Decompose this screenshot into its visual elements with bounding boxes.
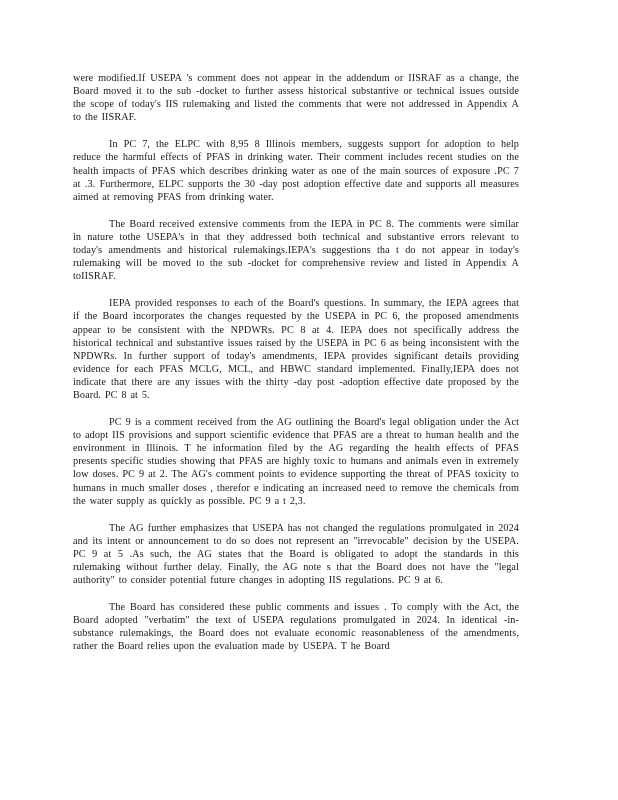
document-body xyxy=(73,72,519,668)
paragraph-elpc-comment: In PC 7, the ELPC with 8,95 8 Illinois members, suggests support for adoption to help reduce the harmful effects of PFAS in drinking water. Their comment includes recent studies on the health impacts of PFAS which describes drinking water as one of the main sources of exposure .PC 7 at .3. Furthermore, ELPC supports the 30 -day post adoption effective date and supports all measures aimed at removing PFAS from drinking water. xyxy=(73,139,519,203)
paragraph-ag-emphasis: The AG further emphasizes that USEPA has not changed the regulations promulgated in 2024 and its intent or announcement to do so does not represent an "irrevocable" decision by the USEPA. PC 9 at 5 .As such, the AG states that the Board is obligated to adopt the standards in this rulemaking without further delay. Finally, the AG note s that the Board does not have the "legal authority" to consider potential future changes in adopting IIS regulations. PC 9 at 6. xyxy=(73,522,519,587)
paragraph-continued: were modified.If USEPA 's comment does not appear in the addendum or IISRAF as a change, the Board moved it to the sub -docket to further assess historical substantive or technical issues outside the scope of today's IIS rulemaking and listed the comments that were not addressed in Appendix A to the IISRAF. xyxy=(73,73,519,124)
paragraph-board-considered: The Board has considered these public comments and issues . To comply with the Act, the Board adopted "verbatim" the text of USEPA regulations promulgated in 2024. In identical -in-substance rulemakings, the Board does not evaluate economic reasonableness of the amendments, rather the Board relies upon the evaluation made by USEPA. T he Board xyxy=(73,602,519,653)
paragraph-iepa-comments: The Board received extensive comments from the IEPA in PC 8. The comments were similar in nature tothe USEPA's in that they addressed both technical and substantive errors relevant to today's amendments and historical rulemakings.IEPA's suggestions tha t do not appear in today's rulemaking will be moved to the sub -docket for comprehensive review and listed in Appendix A toIISRAF. xyxy=(73,218,519,283)
paragraph-ag-comment: PC 9 is a comment received from the AG outlining the Board's legal obligation under the Act to adopt IIS provisions and support scientific evidence that PFAS are a threat to human health and the environment in Illinois. T he information filed by the AG regarding the health effects of PFAS presents specific studies showing that PFAS are highly toxic to humans and animals even in extremely low doses. PC 9 at 2. The AG's comment points to evidence supporting the threat of PFAS toxicity to humans in much smaller doses , therefor e indicating an increased need to remove the chemicals from the water supply as quickly as possible. PC 9 a t 2,3. xyxy=(73,417,519,507)
paragraph-iepa-responses: IEPA provided responses to each of the Board's questions. In summary, the IEPA agrees that if the Board incorporates the changes requested by the USEPA in PC 6, the proposed amendments appear to be consistent with the NPDWRs. PC 8 at 4. IEPA does not specifically address the historical technical and substantive issues raised by the USEPA in PC 6 as being inconsistent with the NPDWRs. In further support of today's amendments, IEPA provides significant details providing evidence for each PFAS MCLG, MCL, and HBWC standard implemented. Finally,IEPA does not indicate that there are any issues with the thirty -day post -adoption effective date proposed by the Board. PC 8 at 5. xyxy=(73,298,519,401)
